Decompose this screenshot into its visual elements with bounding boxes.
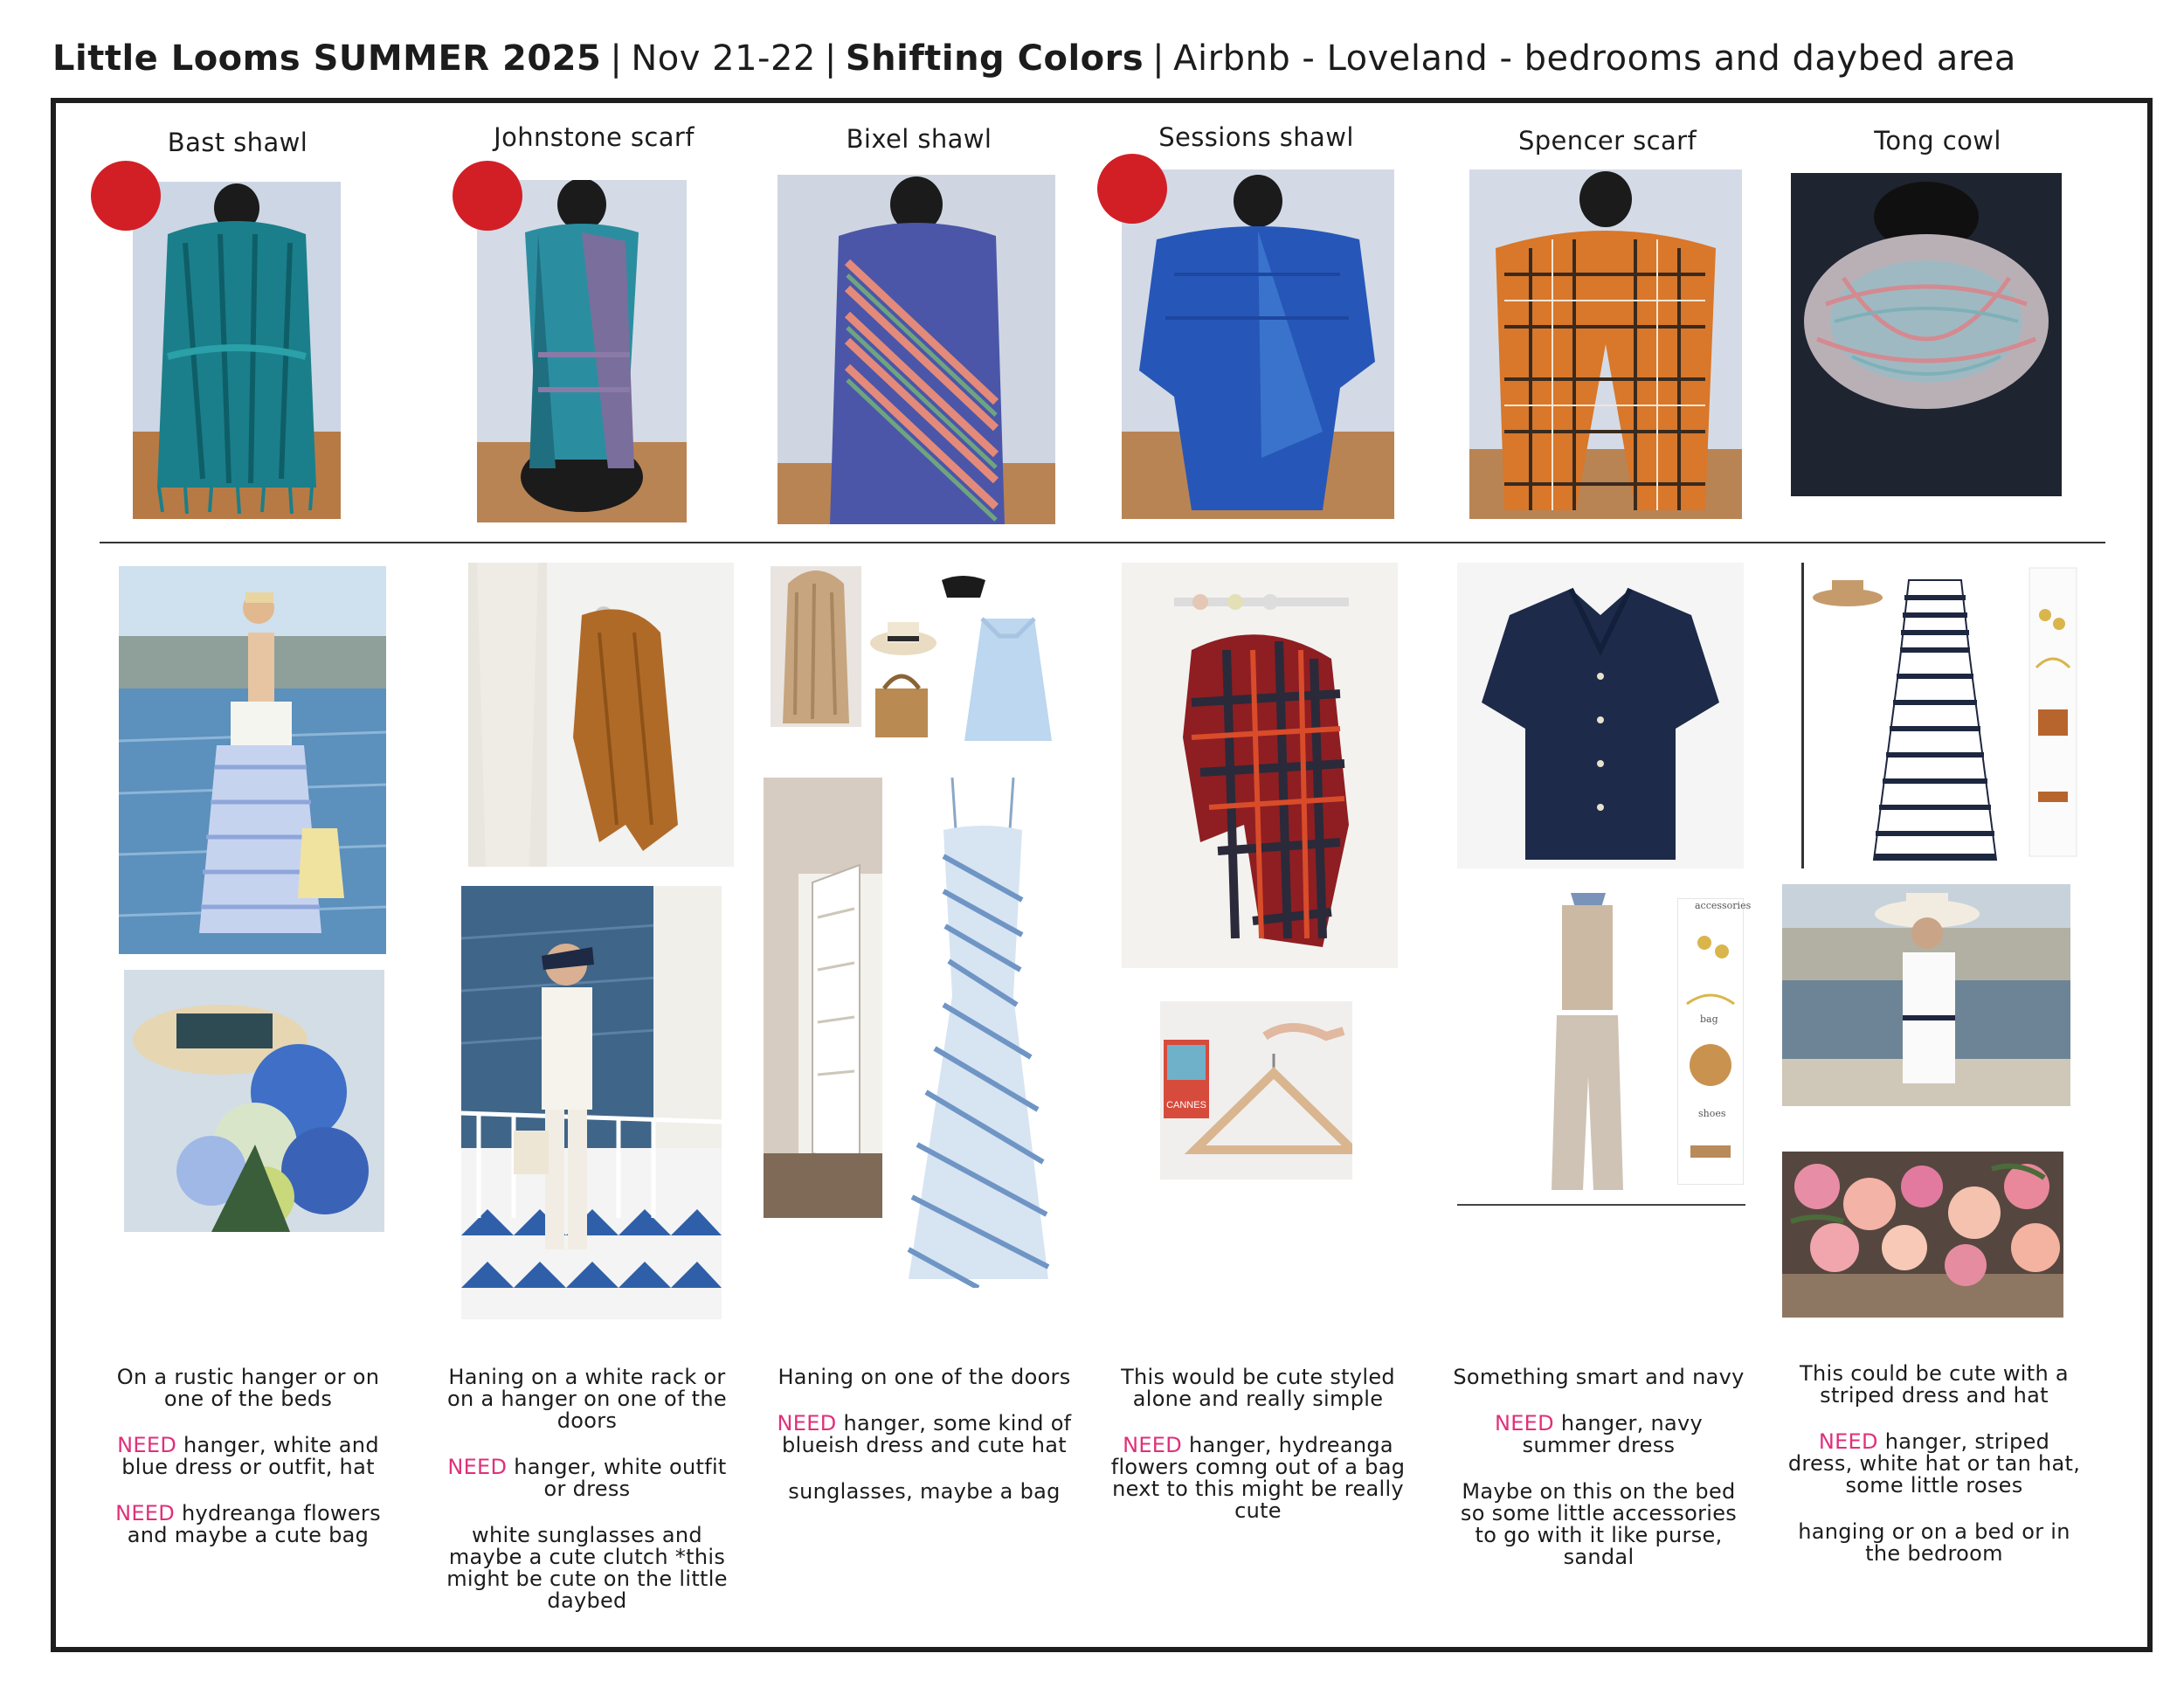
inspo-hat-bag-sunglasses-dress-photo xyxy=(868,566,1059,753)
tong-cowl-photo xyxy=(1791,173,2062,496)
column-title-bixel: Bixel shawl xyxy=(846,124,992,154)
accessories-label: accessories xyxy=(1695,900,1752,911)
shoes-label: shoes xyxy=(1698,1108,1726,1119)
note-text: Haning on a white rack or on a hanger on one of the doors xyxy=(447,1365,727,1433)
notes-spencer xyxy=(1450,1366,1747,1593)
bixel-shawl-photo xyxy=(778,175,1055,524)
inspo-accessories-strip xyxy=(1677,898,1744,1185)
column-title-johnstone: Johnstone scarf xyxy=(494,122,695,152)
need-text: hanger, white and blue dress or outfit, hat xyxy=(121,1433,379,1479)
selected-marker-dot xyxy=(1097,154,1167,224)
note-need xyxy=(1109,1435,1406,1522)
johnstone-scarf-photo xyxy=(477,180,687,522)
need-label: NEED xyxy=(115,1501,176,1525)
need-label: NEED xyxy=(777,1411,837,1435)
inspo-white-outfit-on-ferry-photo xyxy=(461,886,722,1319)
column-title-tong: Tong cowl xyxy=(1874,126,2001,156)
need-label: NEED xyxy=(447,1455,508,1479)
note-text: Something smart and navy xyxy=(1453,1365,1745,1389)
note-text: Haning on one of the doors xyxy=(778,1365,1071,1389)
note-text: hanging or on a bed or in the bedroom xyxy=(1798,1519,2070,1566)
header-separator: | xyxy=(610,38,623,79)
inspo-roses-bouquet-photo xyxy=(1782,1152,2063,1318)
column-rule xyxy=(1457,1204,1745,1206)
column-title-bast: Bast shawl xyxy=(167,128,308,157)
notes-bixel xyxy=(776,1366,1073,1527)
need-label: NEED xyxy=(117,1433,177,1457)
need-label: NEED xyxy=(1818,1429,1878,1454)
inspo-wooden-hanger-photo xyxy=(1160,1001,1352,1180)
notes-sessions xyxy=(1109,1366,1406,1546)
note-need xyxy=(439,1456,736,1500)
inspo-linen-top-and-trousers-photo xyxy=(1510,884,1665,1195)
inspo-striped-slip-dress-photo xyxy=(882,778,1061,1288)
section-divider xyxy=(100,542,2105,543)
inspo-hat-hydrangeas-photo xyxy=(124,970,384,1232)
header-dates: Nov 21-22 xyxy=(631,38,816,79)
header-location: Airbnb - Loveland - bedrooms and daybed area xyxy=(1173,38,2016,79)
sessions-shawl-photo xyxy=(1122,169,1394,519)
page-header xyxy=(52,38,2016,79)
note-text: This would be cute styled alone and really simple xyxy=(1121,1365,1395,1411)
need-text: hanger, striped dress, white hat or tan hat, some little roses xyxy=(1787,1429,2081,1498)
note-need xyxy=(1786,1431,2083,1497)
need-label: NEED xyxy=(1494,1411,1554,1435)
need-text: hanger, navy summer dress xyxy=(1522,1411,1704,1457)
inspo-white-top-blue-skirt-photo xyxy=(119,566,386,954)
header-collection: Shifting Colors xyxy=(845,38,1144,79)
need-text: hydreanga flowers and maybe a cute bag xyxy=(127,1501,381,1547)
note-text: This could be cute with a striped dress and hat xyxy=(1800,1361,2069,1408)
notes-johnstone xyxy=(439,1366,736,1636)
inspo-striped-maxi-dress-photo xyxy=(1801,563,2080,868)
note-need xyxy=(776,1413,1073,1456)
inspo-hairstyle-photo xyxy=(771,566,861,727)
inspo-navy-blouse-photo xyxy=(1457,563,1744,868)
note-text: Maybe on this on the bed so some little accessories to go with it like purse, sandal xyxy=(1460,1479,1738,1569)
column-title-sessions: Sessions shawl xyxy=(1158,122,1354,152)
note-need xyxy=(1450,1413,1747,1456)
postcard-label: CANNES xyxy=(1166,1100,1206,1110)
note-need xyxy=(100,1503,397,1546)
notes-tong xyxy=(1786,1363,2083,1589)
inspo-open-door-photo xyxy=(764,778,882,1218)
inspo-plaid-scarf-on-hook-photo xyxy=(1122,563,1398,968)
header-separator: | xyxy=(824,38,837,79)
note-text: On a rustic hanger or on one of the beds xyxy=(116,1365,380,1411)
note-text: white sunglasses and maybe a cute clutch *this might be cute on the little daybed xyxy=(446,1523,728,1613)
header-separator: | xyxy=(1152,38,1165,79)
bast-shawl-photo xyxy=(133,182,341,519)
need-label: NEED xyxy=(1123,1433,1183,1457)
notes-bast xyxy=(100,1366,397,1571)
inspo-woman-white-hat-photo xyxy=(1782,884,2070,1106)
spencer-scarf-photo xyxy=(1469,169,1742,519)
note-text: sunglasses, maybe a bag xyxy=(788,1479,1061,1504)
need-text: hanger, hydreanga flowers comng out of a bag next to this might be really cute xyxy=(1110,1433,1406,1523)
bag-label: bag xyxy=(1700,1013,1718,1025)
inspo-brown-scarf-on-hook-photo xyxy=(468,563,734,867)
need-text: hanger, some kind of blueish dress and cute hat xyxy=(782,1411,1072,1457)
need-text: hanger, white outfit or dress xyxy=(507,1455,727,1501)
selected-marker-dot xyxy=(91,161,161,231)
note-need xyxy=(100,1435,397,1478)
selected-marker-dot xyxy=(453,161,522,231)
header-brand: Little Looms SUMMER 2025 xyxy=(52,38,602,79)
column-title-spencer: Spencer scarf xyxy=(1517,126,1697,156)
